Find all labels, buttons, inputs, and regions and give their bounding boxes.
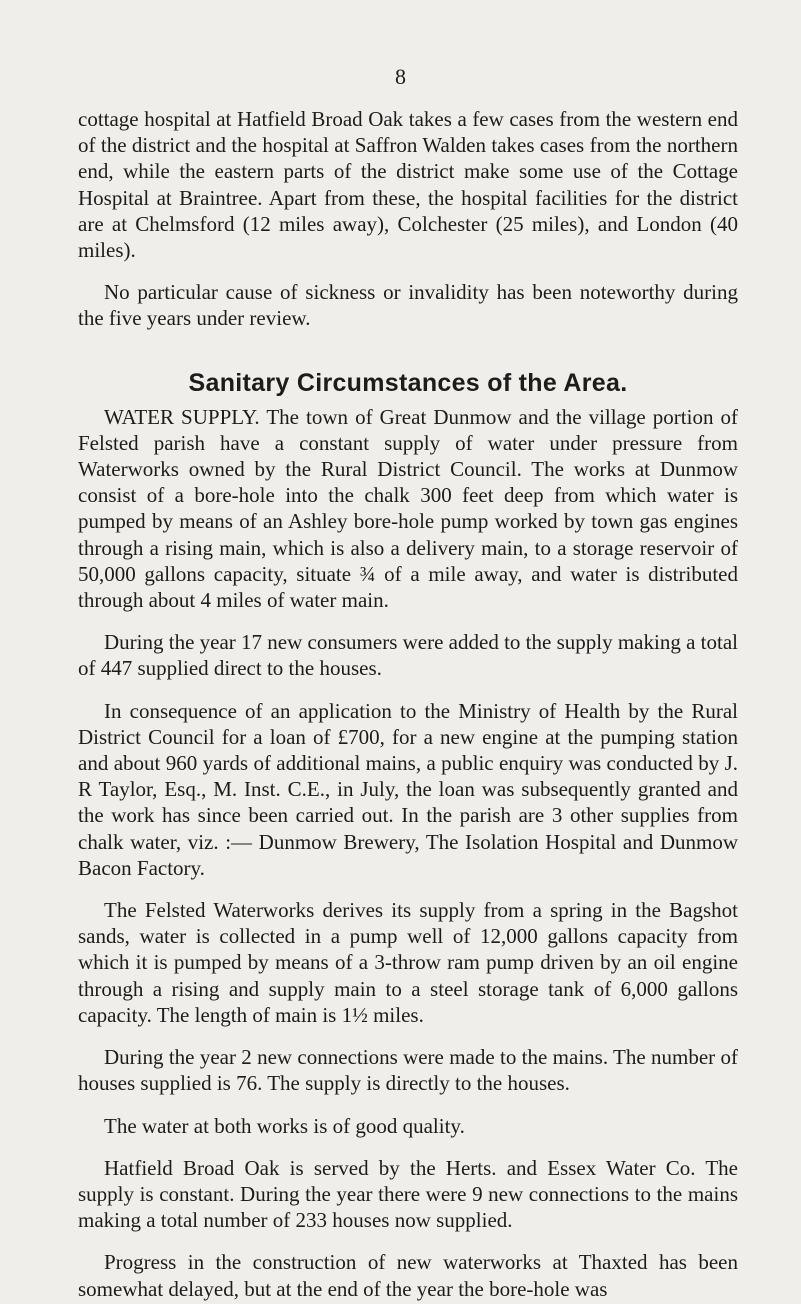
text-column	[78, 106, 738, 1302]
paragraph-thaxted-progress: Progress in the construction of new waterworks at Thaxted has been somewhat delayed, but at the end of the year the bore-hole was	[78, 1250, 738, 1301]
paragraph-felsted-waterworks: The Felsted Waterworks derives its supply from a spring in the Bagshot sands, water is collected in a pump well of 12,000 gallons capacity from which it is pumped by means of a 3-throw ram pump driven by an oil engine through a rising and supply main to a steel storage tank of 6,000 gallons capacity. The length of main is 1½ miles.	[78, 898, 738, 1027]
paragraph-hatfield-broad-oak: Hatfield Broad Oak is served by the Herts. and Essex Water Co. The supply is constant. During the year there were 9 new connections to the mains making a total number of 233 houses now supplied.	[78, 1155, 738, 1233]
water-supply-runin: WATER SUPPLY.	[104, 404, 260, 429]
paragraph-hospital-facilities: cottage hospital at Hatfield Broad Oak takes a few cases from the western end of the district and the hospital at Saffron Walden takes cases from the northern end, while the eastern parts of the district make some use of the Cottage Hospital at Braintree. Apart from these, the hospital facilities for the district are at Chelmsford (12 miles away), Colchester (25 miles), and London (40 miles).	[78, 107, 738, 263]
section-heading: Sanitary Circumstances of the Area.	[188, 368, 628, 397]
paragraph-new-connections: During the year 2 new connections were made to the mains. The number of houses supplied is 76. The supply is directly to the houses.	[78, 1045, 738, 1096]
paragraph-water-quality: The water at both works is of good quality.	[104, 1113, 465, 1138]
paragraph-sickness: No particular cause of sickness or invalidity has been noteworthy during the five years under review.	[78, 280, 738, 331]
paragraph-ministry-loan: In consequence of an application to the Ministry of Health by the Rural District Council for a loan of £700, for a new engine at the pumping station and about 960 yards of additional mains, a public enquiry was conducted by J. R Taylor, Esq., M. Inst. C.E., in July, the loan was subsequently granted and the work has since been carried out. In the parish are 3 other supplies from chalk water, viz. :— Dunmow Brewery, The Isolation Hospital and Dunmow Bacon Factory.	[78, 698, 738, 880]
paragraph-water-supply	[78, 404, 738, 614]
paragraph-new-consumers: During the year 17 new consumers were added to the supply making a total of 447 supplied direct to the houses.	[78, 630, 738, 681]
water-supply-text: The town of Great Dunmow and the village portion of Felsted parish have a constant supply of water under pressure from Waterworks owned by the Rural District Council. The works at Dunmow consist of a bore-hole into the chalk 300 feet deep from which water is pumped by means of an Ashley bore-hole pump worked by town gas engines through a rising main, which is also a delivery main, to a storage reservoir of 50,000 gallons capacity, situate ¾ of a mile away, and water is distributed through about 4 miles of water main.	[78, 404, 738, 613]
page-number: 8	[395, 64, 406, 89]
